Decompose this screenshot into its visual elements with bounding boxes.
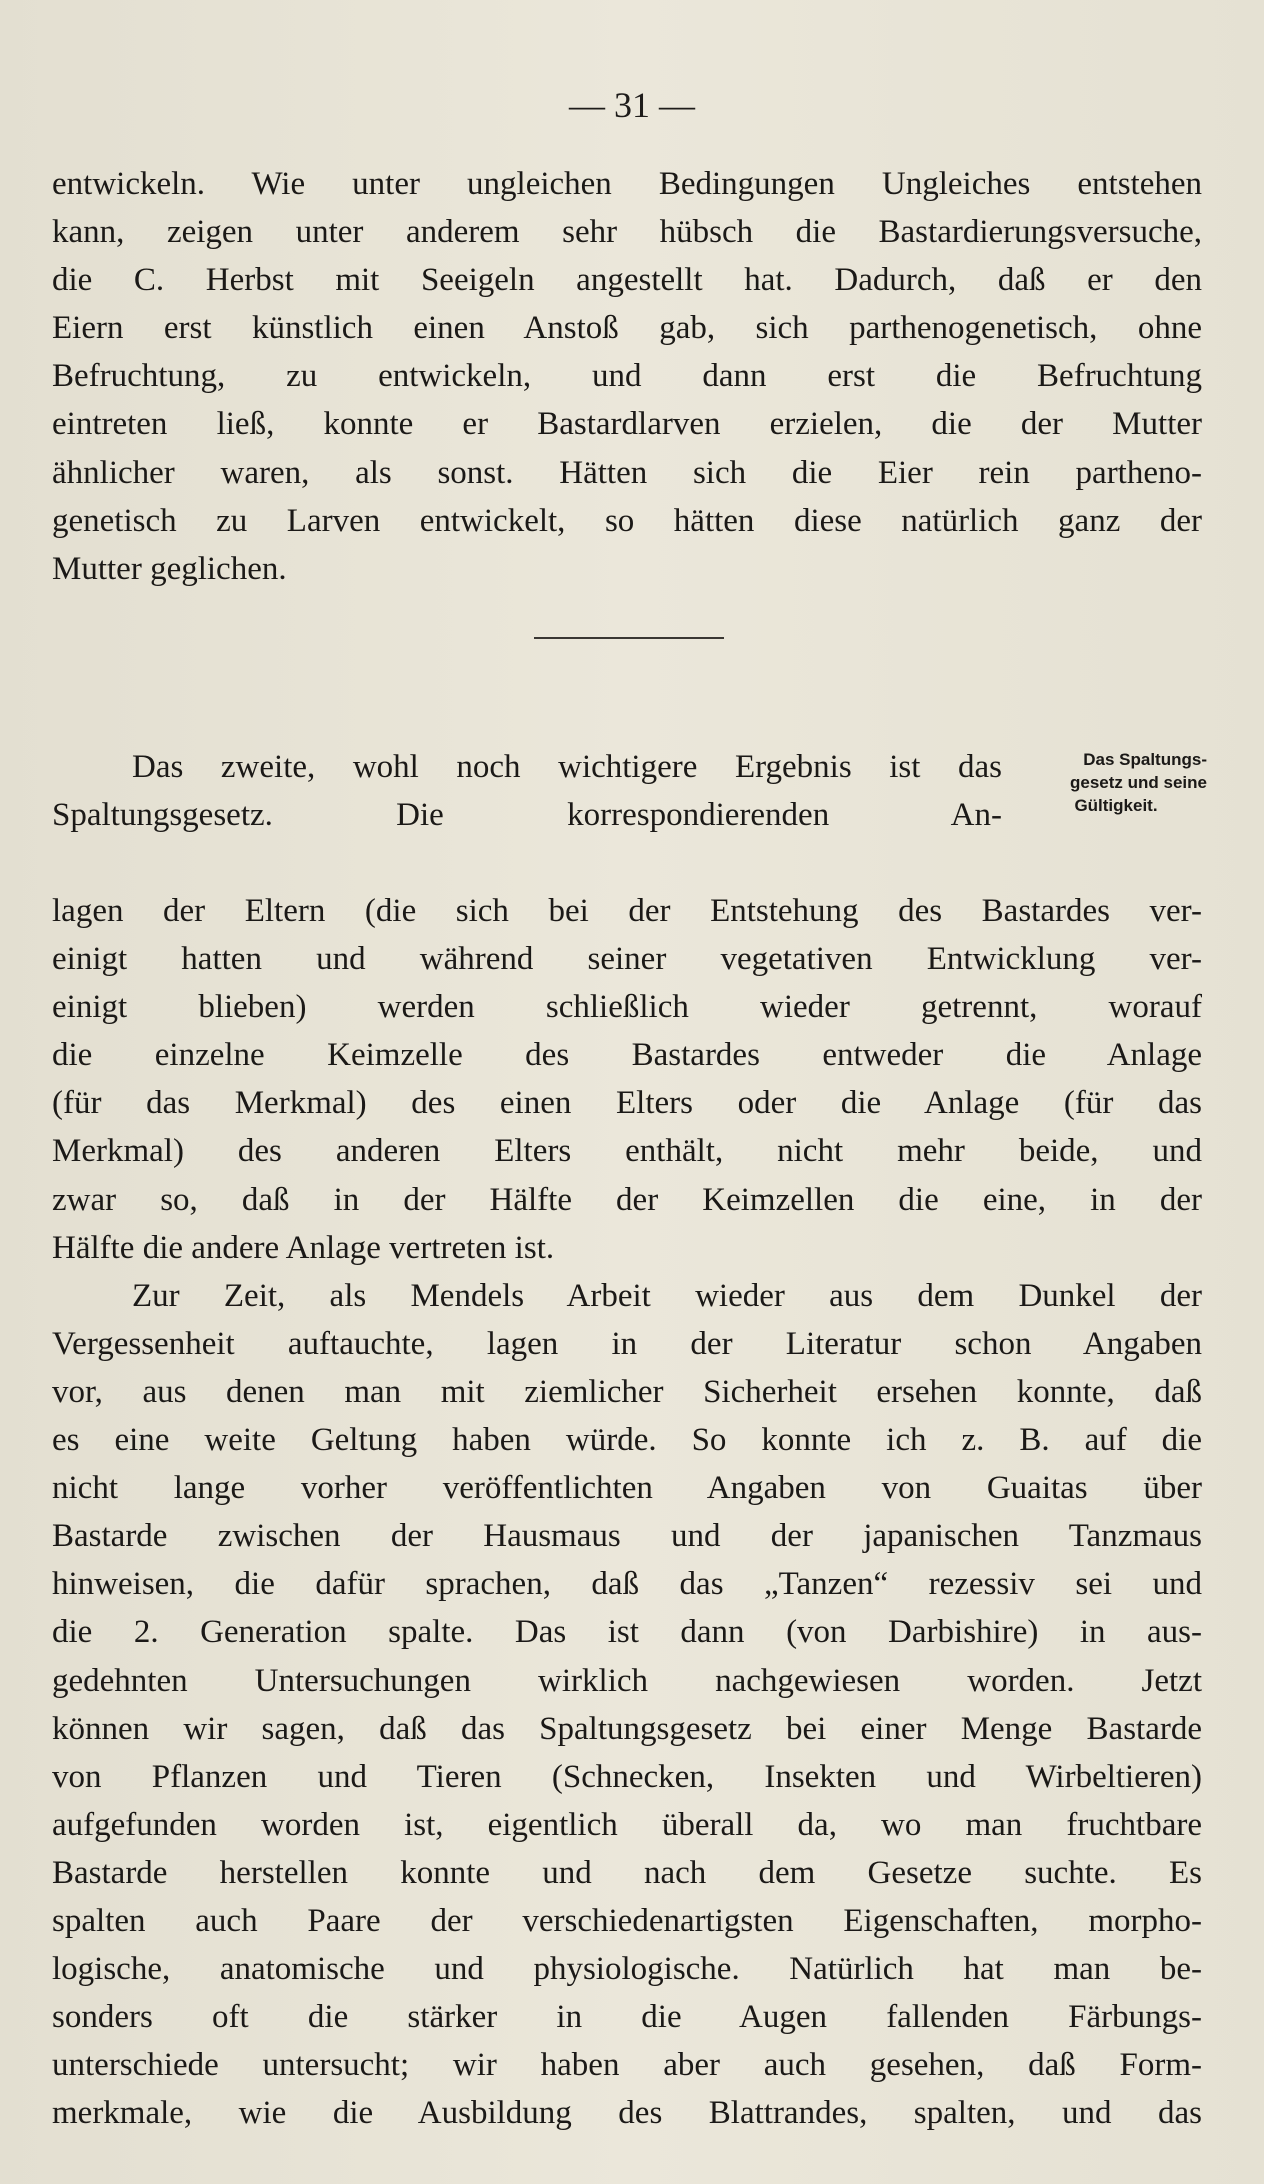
text-line: vor, aus denen man mit ziemlicher Sicherheit ersehen konnte, daß	[52, 1373, 1202, 1410]
text-line: die C. Herbst mit Seeigeln angestellt hat. Dadurch, daß er den	[52, 262, 1202, 299]
text-line: eintreten ließ, konnte er Bastardlarven erzielen, die der Mutter	[52, 406, 1202, 443]
text-line: es eine weite Geltung haben würde. So konnte ich z. B. auf die	[52, 1422, 1202, 1459]
text-line: Vergessenheit auftauchte, lagen in der Literatur schon Angaben	[52, 1325, 1202, 1362]
text-line: gedehnten Untersuchungen wirklich nachgewiesen worden. Jetzt	[52, 1662, 1202, 1699]
text-line: lagen der Eltern (die sich bei der Entstehung des Bastardes ver-	[52, 893, 1202, 929]
text-line: aufgefunden worden ist, eigentlich überall da, wo man fruchtbare	[52, 1806, 1202, 1843]
text-line: kann, zeigen unter anderem sehr hübsch die Bastardierungsversuche,	[52, 214, 1202, 251]
margin-note-line: Gültigkeit.	[1074, 796, 1158, 815]
text-line: die 2. Generation spalte. Das ist dann (von Darbishire) in aus-	[52, 1614, 1202, 1651]
text-line: nicht lange vorher veröffentlichten Angaben von Guaitas über	[52, 1470, 1202, 1507]
text-line: von Pflanzen und Tieren (Schnecken, Insekten und Wirbeltieren)	[52, 1758, 1202, 1795]
text-line: Bastarde herstellen konnte und nach dem Gesetze suchte. Es	[52, 1854, 1202, 1891]
text-line: Hälfte die andere Anlage vertreten ist.	[52, 1229, 555, 1266]
text-line: (für das Merkmal) des einen Elters oder die Anlage (für das	[52, 1085, 1202, 1122]
text-line: Zur Zeit, als Mendels Arbeit wieder aus dem Dunkel der	[132, 1277, 1202, 1314]
text-line: einigt hatten und während seiner vegetativen Entwicklung ver-	[52, 941, 1202, 978]
text-line: hinweisen, die dafür sprachen, daß das „Tanzen“ rezessiv sei und	[52, 1566, 1202, 1603]
text-line: sonders oft die stärker in die Augen fallenden Färbungs-	[52, 1999, 1202, 2036]
paragraph-2-and-3	[52, 887, 1202, 2137]
text-line: zwar so, daß in der Hälfte der Keimzellen die eine, in der	[52, 1181, 1202, 1218]
paragraph-2-opening	[52, 743, 1002, 839]
text-line: spalten auch Paare der verschiedenartigsten Eigenschaften, morpho-	[52, 1902, 1202, 1939]
margin-note-line: gesetz und seine	[1070, 773, 1207, 792]
margin-note-line: Das Spaltungs-	[1083, 750, 1207, 769]
text-line: Merkmal) des anderen Elters enthält, nicht mehr beide, und	[52, 1133, 1202, 1170]
margin-note	[1005, 748, 1207, 817]
text-line: einigt blieben) werden schließlich wieder getrennt, worauf	[52, 989, 1202, 1026]
text-line: entwickeln. Wie unter ungleichen Bedingungen Ungleiches entstehen	[52, 166, 1202, 202]
text-line: Eiern erst künstlich einen Anstoß gab, sich parthenogenetisch, ohne	[52, 310, 1202, 347]
text-line: die einzelne Keimzelle des Bastardes entweder die Anlage	[52, 1037, 1202, 1074]
section-divider	[534, 637, 724, 639]
text-line: Befruchtung, zu entwickeln, und dann erst die Befruchtung	[52, 358, 1202, 395]
text-line: Bastarde zwischen der Hausmaus und der japanischen Tanzmaus	[52, 1518, 1202, 1555]
text-line: Das zweite, wohl noch wichtigere Ergebnis ist das	[132, 749, 1002, 785]
text-line: können wir sagen, daß das Spaltungsgesetz bei einer Menge Bastarde	[52, 1710, 1202, 1747]
page-number: — 31 —	[569, 85, 695, 125]
text-line: unterschiede untersucht; wir haben aber auch gesehen, daß Form-	[52, 2047, 1202, 2084]
text-line: merkmale, wie die Ausbildung des Blattrandes, spalten, und das	[52, 2095, 1202, 2132]
text-line: Spaltungsgesetz. Die korrespondierenden An-	[52, 797, 1002, 834]
text-line: Mutter geglichen.	[52, 550, 287, 587]
paragraph-1	[52, 160, 1202, 593]
text-line: logische, anatomische und physiologische. Natürlich hat man be-	[52, 1951, 1202, 1988]
text-line: genetisch zu Larven entwickelt, so hätten diese natürlich ganz der	[52, 502, 1202, 539]
text-line: ähnlicher waren, als sonst. Hätten sich die Eier rein partheno-	[52, 454, 1202, 491]
